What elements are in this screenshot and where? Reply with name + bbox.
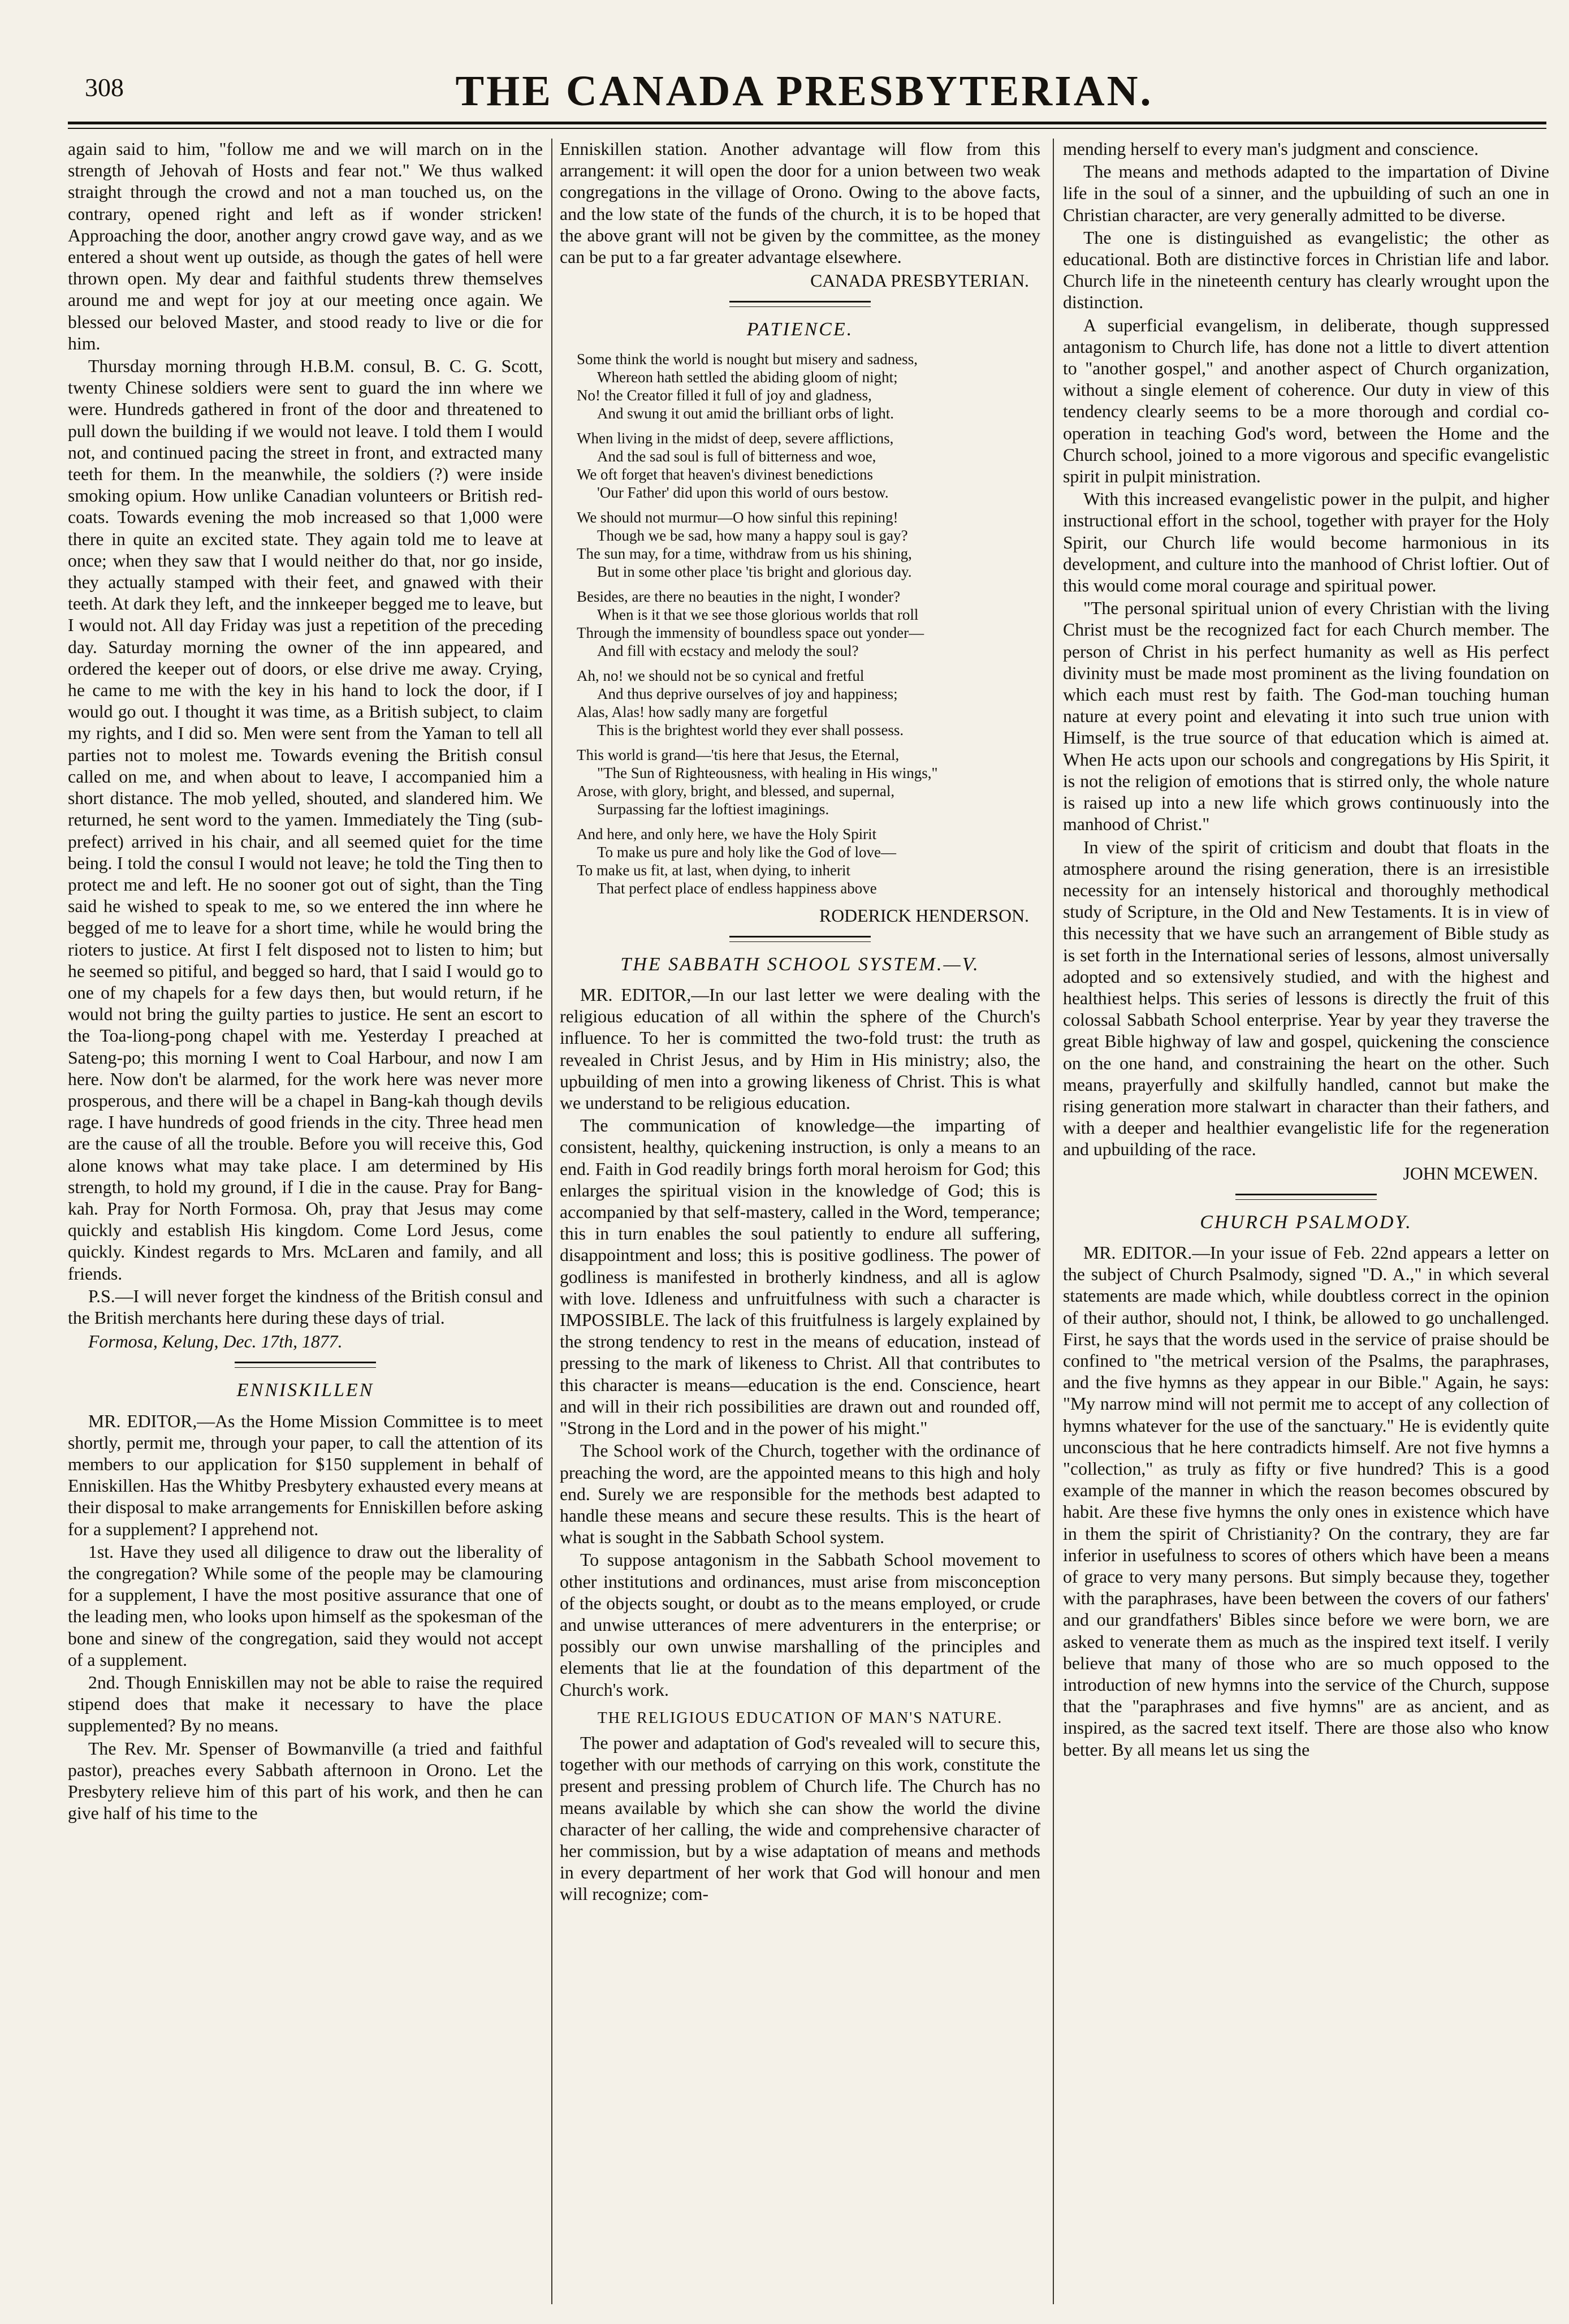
poem-stanza-break xyxy=(577,739,1040,746)
section-divider xyxy=(1235,1191,1377,1204)
poem-line: Though we be sad, how many a happy soul is gay? xyxy=(597,526,908,544)
poem-line: Besides, are there no beauties in the night, I wonder? xyxy=(577,588,901,605)
column-3 xyxy=(1063,139,1549,2304)
section-heading-church-psalmody: CHURCH PSALMODY. xyxy=(1200,1211,1412,1233)
poem-stanza-break xyxy=(577,422,1040,429)
article-paragraph: With this increased evangelistic power in the pulpit, and higher instructional effort in the school, together with prayer for the Holy Spirit, our Church life would become harmonious in its development, and culture into the manhood of Christ loftier. Out of this would come moral courage and spiritual power. xyxy=(1063,489,1549,596)
article-paragraph: 1st. Have they used all diligence to draw out the liberality of the congregation? While some of the people may be clamouring for a supplement, I have the most positive assurance that one of the leading men, who looks upon himself as the spokesman of the bone and sinew of the congregation, said they would not accept of a supplement. xyxy=(68,1541,543,1670)
poem-line: We oft forget that heaven's divinest benedictions xyxy=(577,465,874,483)
column-1 xyxy=(68,139,543,2304)
article-paragraph: The Rev. Mr. Spenser of Bowmanville (a tried and faithful pastor), preaches every Sabbath afternoon in Orono. Let the Presbytery relieve him of this part of his work, and then he can give half of his time to the xyxy=(68,1738,543,1824)
column-divider xyxy=(551,139,552,2304)
poem-line: Arose, with glory, bright, and blessed, and supernal, xyxy=(577,782,895,800)
article-paragraph: P.S.—I will never forget the kindness of the British consul and the British merchants here during these days of trial. xyxy=(68,1286,543,1328)
poem-line: To make us pure and holy like the God of love— xyxy=(597,843,896,861)
section-divider xyxy=(729,934,871,946)
article-paragraph: In view of the spirit of criticism and doubt that floats in the atmosphere around the rising generation, there is an irresistible necessity for an intensely historical and thoroughly methodical study of Scripture, in the Old and New Testaments. It is in view of this necessity that we have such an arrangement of Bible study as is set forth in the International series of lessons, almost universally adopted and so extensively studied, and with the highest and healthiest helps. This series of lessons is directly the fruit of this colossal Sabbath School enterprise. Year by year they traverse the great Bible highway of law and gospel, quickening the conscience on the one hand, and constraining the heart on the other. Such means, prayerfully and skilfully handled, cannot but make the rising generation more stalwart in character than their fathers, and with a deeper and healthier evangelistic life for the regeneration and upbuilding of the race. xyxy=(1063,837,1549,1160)
poem-line: And the sad soul is full of bitterness and woe, xyxy=(597,447,876,465)
masthead-rule xyxy=(68,122,1546,124)
article-paragraph: The power and adaptation of God's revealed will to secure this, together with our methods of carrying on this work, constitute the present and pressing problem of Church life. The Church has no means available by which she can show the world the divine character of her calling, the wide and comprehensive character of her commission, but by a wise adaptation of means and methods in every department of her work that God will honour and men will recognize; com- xyxy=(560,1733,1040,1904)
poem-line: Through the immensity of boundless space out yonder— xyxy=(577,624,924,641)
column-2 xyxy=(560,139,1040,2304)
dateline: Formosa, Kelung, Dec. 17th, 1877. xyxy=(88,1332,343,1352)
article-paragraph: again said to him, "follow me and we will march on in the strength of Jehovah of Hosts and fear not." We thus walked straight through the crowd and not a man touched us, on the contrary, opened right and left as if wonder stricken! Approaching the door, another angry crowd gave way, and as we entered a shout went up outside, as though the gates of hell were thrown open. My dear and faithful students threw themselves around me and wept for joy at our meeting once again. We blessed our beloved Master, and stood ready to live or die for him. xyxy=(68,139,543,353)
poem-line: When living in the midst of deep, severe afflictions, xyxy=(577,429,894,447)
poem-line: But in some other place 'tis bright and glorious day. xyxy=(597,563,912,580)
page-number: 308 xyxy=(85,73,124,102)
poem-line: We should not murmur—O how sinful this repining! xyxy=(577,508,898,526)
poem-line: And here, and only here, we have the Holy Spirit xyxy=(577,825,877,843)
article-paragraph: The communication of knowledge—the imparting of consistent, healthy, quickening instruction, is only a means to an end. Faith in God readily brings forth moral heroism for God; this enlarges the spiritual vision in the knowledge of God; this is accompanied by that self-mastery, called in the Word, temperance; this in turn enables the soul patiently to endure all suffering, disappointment and loss; this is positive godliness. The power of godliness is manifested in brotherly kindness, and all is aglow with love. Idleness and unfruitfulness with such a character is IMPOSSIBLE. The lack of this fruitfulness is largely explained by the strong tendency to rest in the means of education, instead of pressing to the mark of likeness to Christ. All that contributes to this character is means—education is the end. Conscience, heart and will in their rich possibilities are drawn out and rounded off, "Strong in the Lord and in the power of his might." xyxy=(560,1116,1040,1439)
poem-line: To make us fit, at last, when dying, to inherit xyxy=(577,861,851,879)
article-paragraph: The School work of the Church, together with the ordinance of preaching the word, are the appointed means to this high and holy end. Surely we are responsible for the methods best adapted to handle these means and secure these results. This is the heart of what is sought in the Sabbath School system. xyxy=(560,1441,1040,1548)
poem-line: And fill with ecstacy and melody the soul? xyxy=(597,642,859,659)
article-signature: CANADA PRESBYTERIAN. xyxy=(810,271,1029,291)
poem-line: When is it that we see those glorious worlds that roll xyxy=(597,606,919,623)
article-paragraph: The means and methods adapted to the impartation of Divine life in the soul of a sinner, and the upbuilding of such an one in Christian character, are very generally admitted to be diverse. xyxy=(1063,162,1549,225)
masthead-rule-thin xyxy=(68,128,1546,129)
paper-title: THE CANADA PRESBYTERIAN. xyxy=(455,67,1153,115)
section-divider xyxy=(729,299,871,311)
poem-line: Ah, no! we should not be so cynical and fretful xyxy=(577,667,865,684)
subheading-religious-education: THE RELIGIOUS EDUCATION OF MAN'S NATURE. xyxy=(597,1709,1003,1727)
column-divider xyxy=(1053,139,1054,2304)
article-paragraph: To suppose antagonism in the Sabbath School movement to other institutions and ordinances, must arise from misconception of the objects sought, or doubt as to the means employed, or crude and unwise utterances of mere adventurers in the enterprise; or possibly our own unwise marshalling of the principles and elements that lie at the foundation of this department of the Church's work. xyxy=(560,1550,1040,1700)
article-paragraph: Enniskillen station. Another advantage will flow from this arrangement: it will open the door for a union between two weak congregations in the village of Orono. Owing to the above facts, and the low state of the funds of the church, it is to be hoped that the above grant will not be given by the committee, as the money can be put to a far greater advantage elsewhere. xyxy=(560,139,1040,267)
poem-stanza-break xyxy=(577,660,1040,667)
poem-signature: RODERICK HENDERSON. xyxy=(819,905,1029,926)
article-paragraph: mending herself to every man's judgment and conscience. xyxy=(1063,139,1479,159)
article-paragraph: 2nd. Though Enniskillen may not be able to raise the required stipend does that make it necessary to have the place supplemented? By no means. xyxy=(68,1673,543,1736)
section-divider xyxy=(235,1359,376,1372)
poem-line: This world is grand—'tis here that Jesus, the Eternal, xyxy=(577,746,900,763)
article-paragraph: MR. EDITOR.—In your issue of Feb. 22nd appears a letter on the subject of Church Psalmody, signed "D. A.," in which several statements are made which, while doubtless correct in the opinion of their author, should not, I think, be allowed to go unchallenged. First, he says that the words used in the service of praise should be confined to "the metrical version of the Psalms, the paraphrases, and the five hymns as they appear in our Bible." Again, he says: "My narrow mind will not permit me to accept of any collection of hymns whatever for the use of the sanctuary." He is evidently quite unconscious that he here contradicts himself. Are not five hymns a "collection," as truly as fifty or five hundred? This is a good example of the manner in which the reason becomes obscured by habit. Are these five hymns the only ones in existence which have in them the spirit of Christianity? On the contrary, they are far inferior in usefulness to scores of others which have been a means of grace to very many persons. But simply because they, together with the paraphrases, have been between the covers of our fathers' and our grandfathers' Bibles since before we were born, we are asked to venerate them as much as the inspired text itself. I verily believe that many of those who are so much opposed to the introduction of new hymns into the service of the Church, suppose that the "paraphrases and five hymns" are as ancient, and as inspired, as the sacred text itself. There are those also who know better. By all means let us sing the xyxy=(1063,1242,1549,1760)
poem-line: No! the Creator filled it full of joy and gladness, xyxy=(577,386,872,404)
poem-line: Whereon hath settled the abiding gloom of night; xyxy=(597,368,898,386)
section-heading-sabbath-school: THE SABBATH SCHOOL SYSTEM.—V. xyxy=(620,953,980,975)
article-signature: JOHN MCEWEN. xyxy=(1403,1163,1538,1183)
poem-line: Alas, Alas! how sadly many are forgetful xyxy=(577,703,828,720)
section-heading-patience: PATIENCE. xyxy=(746,319,854,340)
section-heading-enniskillen: ENNISKILLEN xyxy=(236,1380,374,1401)
poem-line: That perfect place of endless happiness above xyxy=(597,879,877,897)
poem-line: This is the brightest world they ever shall possess. xyxy=(597,721,904,738)
masthead xyxy=(62,67,1546,129)
article-paragraph: MR. EDITOR,—In our last letter we were dealing with the religious education of all within the sphere of the Church's influence. To her is committed the two-fold trust: the truth as revealed in Christ Jesus, and by Him in His ministry; also, the upbuilding of men into a growing likeness of Christ. This is what we understand to be religious education. xyxy=(560,985,1040,1113)
poem-line: And thus deprive ourselves of joy and happiness; xyxy=(597,685,898,702)
poem-line: The sun may, for a time, withdraw from us his shining, xyxy=(577,545,912,562)
article-paragraph: "The personal spiritual union of every Christian with the living Christ must be the recognized fact for each Church member. The person of Christ in his perfect humanity as well as His perfect divinity must be made most prominent as the living foundation on which each must rest by faith. The God-man touching human nature at every point and elevating it into such true union with Himself, is the true source of that education which is aimed at. When He acts upon our schools and congregations by His Spirit, it is not the religion of emotions that is stirred only, the whole nature is raised up into a new life which grows continuously into the manhood of Christ." xyxy=(1063,598,1549,835)
poem-line: Surpassing far the loftiest imaginings. xyxy=(597,800,829,818)
article-paragraph: Thursday morning through H.B.M. consul, B. C. G. Scott, twenty Chinese soldiers were sent to guard the inn where we were. Hundreds gathered in front of the door and threatened to pull down the building if we would not leave. I told them I would not, and continued pacing the street in front, and extracted many teeth for them. In the meanwhile, the soldiers (?) were inside smoking opium. How unlike Canadian volunteers or British red-coats. Towards evening the mob increased so that 1,000 were there in quite an excited state. They again told me to leave at once; when they saw that I would neither do that, nor go inside, they actually stamped with their feet, and gnawed with their teeth. At dark they left, and the innkeeper begged me to leave, but I would not. All day Friday was just a repetition of the preceding day. Saturday morning the owner of the inn appeared, and ordered the keeper out of doors, or else drive me away. Crying, he came to me with the key in his hand to lock the door, if I would go out. I thought it was time, as a British subject, to claim my rights, and I did so. Men were sent from the Yaman to tell all parties not to molest me. Towards evening the British consul called on me, and when about to leave, I accompanied him a short distance. The mob yelled, shouted, and slandered him. We returned, he sent word to the yamen. Immediately the Ting (sub-prefect) arrived in his chair, and all seemed quiet for the time being. I told the consul I would not leave; he told the Ting then to protect me and left. He no sooner got out of sight, than the Ting said he wished to speak to me, so we entered the inn where he begged of me to leave for a short time, while he would bring the rioters to justice. At first I felt disposed not to listen to him; but he seemed so pitiful, and begged so hard, that I said I would go to one of my chapels for a few days then, but would return, if he would not bring the guilty parties to justice. He sent an escort to the Toa-liong-pong chapel with me. Yesterday I preached at Sateng-po; this morning I went to Coal Harbour, and now I am here. Now don't be alarmed, for the work here was never more prosperous, and there will be a chapel in Bang-kah though devils rage. I have hundreds of good friends in the city. Three head men are the cause of all the trouble. Before you will receive this, God alone knows what may take place. I am determined by His strength, to hold my ground, if I die in the cause. Pray for Bang-kah. Pray for North Formosa. Oh, pray that Jesus may come quickly and establish His kingdom. Come Lord Jesus, come quickly. Kindest regards to Mrs. McLaren and family, and all friends. xyxy=(68,356,543,1284)
poem-line: "The Sun of Righteousness, with healing in His wings," xyxy=(597,764,938,781)
article-paragraph: A superficial evangelism, in deliberate, though suppressed antagonism to Church life, has done not a little to divert attention to "another gospel," and another aspect of Church organization, without a single element of coherence. Our duty in view of this tendency clearly seems to be a more thorough and cordial co-operation in teaching God's word, between the Home and the Church school, joined to a more vigorous and specific evangelistic spirit in pulpit ministration. xyxy=(1063,315,1549,487)
article-paragraph: The one is distinguished as evangelistic; the other as educational. Both are distinctive forces in Christian life and labor. Church life in the nineteenth century has clearly wrought upon the distinction. xyxy=(1063,227,1549,313)
poem-stanza-break xyxy=(577,581,1040,588)
poem xyxy=(577,350,1040,897)
poem-line: And swung it out amid the brilliant orbs of light. xyxy=(597,404,894,422)
poem-stanza-break xyxy=(577,818,1040,825)
poem-stanza-break xyxy=(577,502,1040,508)
article-paragraph: MR. EDITOR,—As the Home Mission Committee is to meet shortly, permit me, through your paper, to call the attention of its members to our application for $150 supplement in behalf of Enniskillen. Has the Whitby Presbytery exhausted every means at their disposal to make arrangements for Enniskillen before asking for a supplement? I apprehend not. xyxy=(68,1411,543,1539)
poem-line: 'Our Father' did upon this world of ours bestow. xyxy=(597,483,889,501)
poem-line: Some think the world is nought but misery and sadness, xyxy=(577,350,918,368)
